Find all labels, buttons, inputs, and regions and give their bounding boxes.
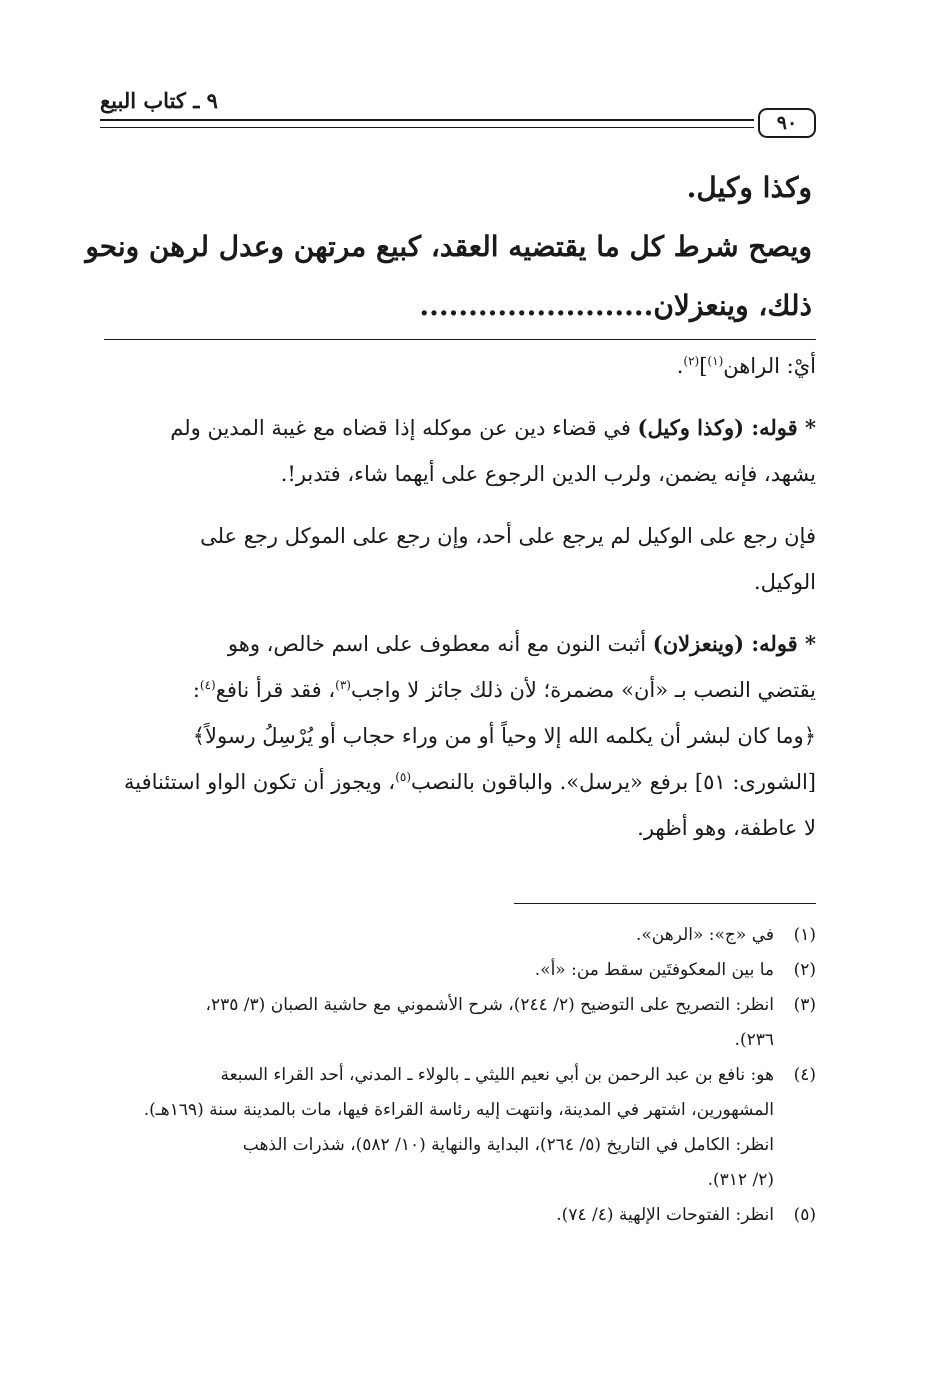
footnote-text: هو: نافع بن عبد الرحمن بن أبي نعيم الليثي ـ بالولاء ـ المدني، أحد القراء السبعة <box>220 1065 774 1085</box>
text: ، ويجوز أن تكون الواو استئنافية <box>124 770 396 794</box>
text: . <box>676 354 684 378</box>
footnotes <box>104 918 816 1233</box>
text: أثبت النون مع أنه معطوف على اسم خالص، وهو <box>227 632 653 656</box>
footnote-text: في «ج»: «الرهن». <box>635 925 774 945</box>
footnote-text: المشهورين، اشتهر في المدينة، وانتهت إليه رئاسة القراءة فيها، مات بالمدينة سنة (١٦٩هـ). <box>143 1100 774 1120</box>
matn-line: وكذا وكيل. <box>686 171 812 204</box>
commentary-line: يشهد، فإنه يضمن، ولرب الدين الرجوع على أيهما شاء، فتدبر!. <box>280 462 816 486</box>
text: ، فقد قرأ نافع <box>215 678 336 702</box>
footnote <box>104 918 816 953</box>
header-rule <box>100 119 754 128</box>
footnote-ref: (١) <box>707 354 724 368</box>
footnote-text: انظر: الكامل في التاريخ (٥/ ٢٦٤)، البداية والنهاية (١٠/ ٥٨٢)، شذرات الذهب <box>242 1135 774 1155</box>
quran-verse: ﴿وما كان لبشر أن يكلمه الله إلا وحياً أو من وراء حجاب أو يُرْسِلُ رسولاً﴾ <box>192 724 816 748</box>
lemma: * قوله: (وينعزلان) <box>652 631 816 656</box>
matn-line-text: ذلك، وينعزلان <box>653 289 812 322</box>
footnote-text: انظر: التصريح على التوضيح (٢/ ٢٤٤)، شرح الأشموني مع حاشية الصبان (٣/ ٢٣٥، <box>205 995 774 1015</box>
matn-separator <box>104 339 816 340</box>
footnote-number: (٣) <box>793 995 816 1015</box>
footnote-number: (٥) <box>793 1205 816 1225</box>
commentary-line <box>104 759 816 805</box>
commentary-line: فإن رجع على الوكيل لم يرجع على أحد، وإن رجع على الموكل رجع على <box>200 524 816 548</box>
text: : <box>192 678 200 702</box>
text: [الشورى: ٥١] برفع «يرسل». والباقون بالنصب <box>411 770 816 794</box>
matn-dots: ........................ <box>419 289 654 322</box>
footnote-number: (١) <box>793 925 816 945</box>
commentary-line: الوكيل. <box>754 570 816 594</box>
footnote-ref: (٣) <box>335 678 351 692</box>
text: في قضاء دين عن موكله إذا قضاه مع غيبة المدين ولم <box>170 416 638 440</box>
commentary-line <box>104 405 816 451</box>
footnote-ref: (٢) <box>683 354 700 368</box>
footnote-text: (٢/ ٣١٢). <box>707 1170 774 1190</box>
footnote-number: (٤) <box>793 1065 816 1085</box>
page-number: ٩٠ <box>758 108 816 138</box>
page-header <box>100 88 816 140</box>
text: يقتضي النصب بـ «أن» مضمرة؛ لأن ذلك جائز لا واجب <box>350 678 816 702</box>
text: أيْ: الراهن <box>723 354 816 378</box>
footnote-ref: (٤) <box>199 678 216 692</box>
commentary-line <box>104 667 816 713</box>
footnote <box>104 1058 816 1198</box>
commentary-line <box>104 343 816 389</box>
footnote <box>104 988 816 1058</box>
matn-line: ويصح شرط كل ما يقتضيه العقد، كبيع مرتهن وعدل لرهن ونحو <box>85 230 812 263</box>
footnote <box>104 953 816 988</box>
footnote-text: ٢٣٦). <box>734 1030 774 1050</box>
lemma: * قوله: (وكذا وكيل) <box>637 415 816 440</box>
footnote-separator <box>514 903 816 904</box>
book-title: ٩ ـ كتاب البيع <box>100 88 218 113</box>
commentary-line <box>104 621 816 667</box>
footnote-text: ما بين المعكوفتَين سقط من: «أ». <box>534 960 774 980</box>
commentary-line: لا عاطفة، وهو أظهر. <box>637 816 816 840</box>
footnote-ref: (٥) <box>395 770 412 784</box>
footnote <box>104 1198 816 1233</box>
footnote-text: انظر: الفتوحات الإلهية (٤/ ٧٤). <box>556 1205 774 1225</box>
matn-line <box>104 276 812 335</box>
bracket: ] <box>699 354 708 378</box>
matn-text <box>85 158 812 335</box>
footnote-number: (٢) <box>793 960 816 980</box>
commentary <box>104 343 816 851</box>
